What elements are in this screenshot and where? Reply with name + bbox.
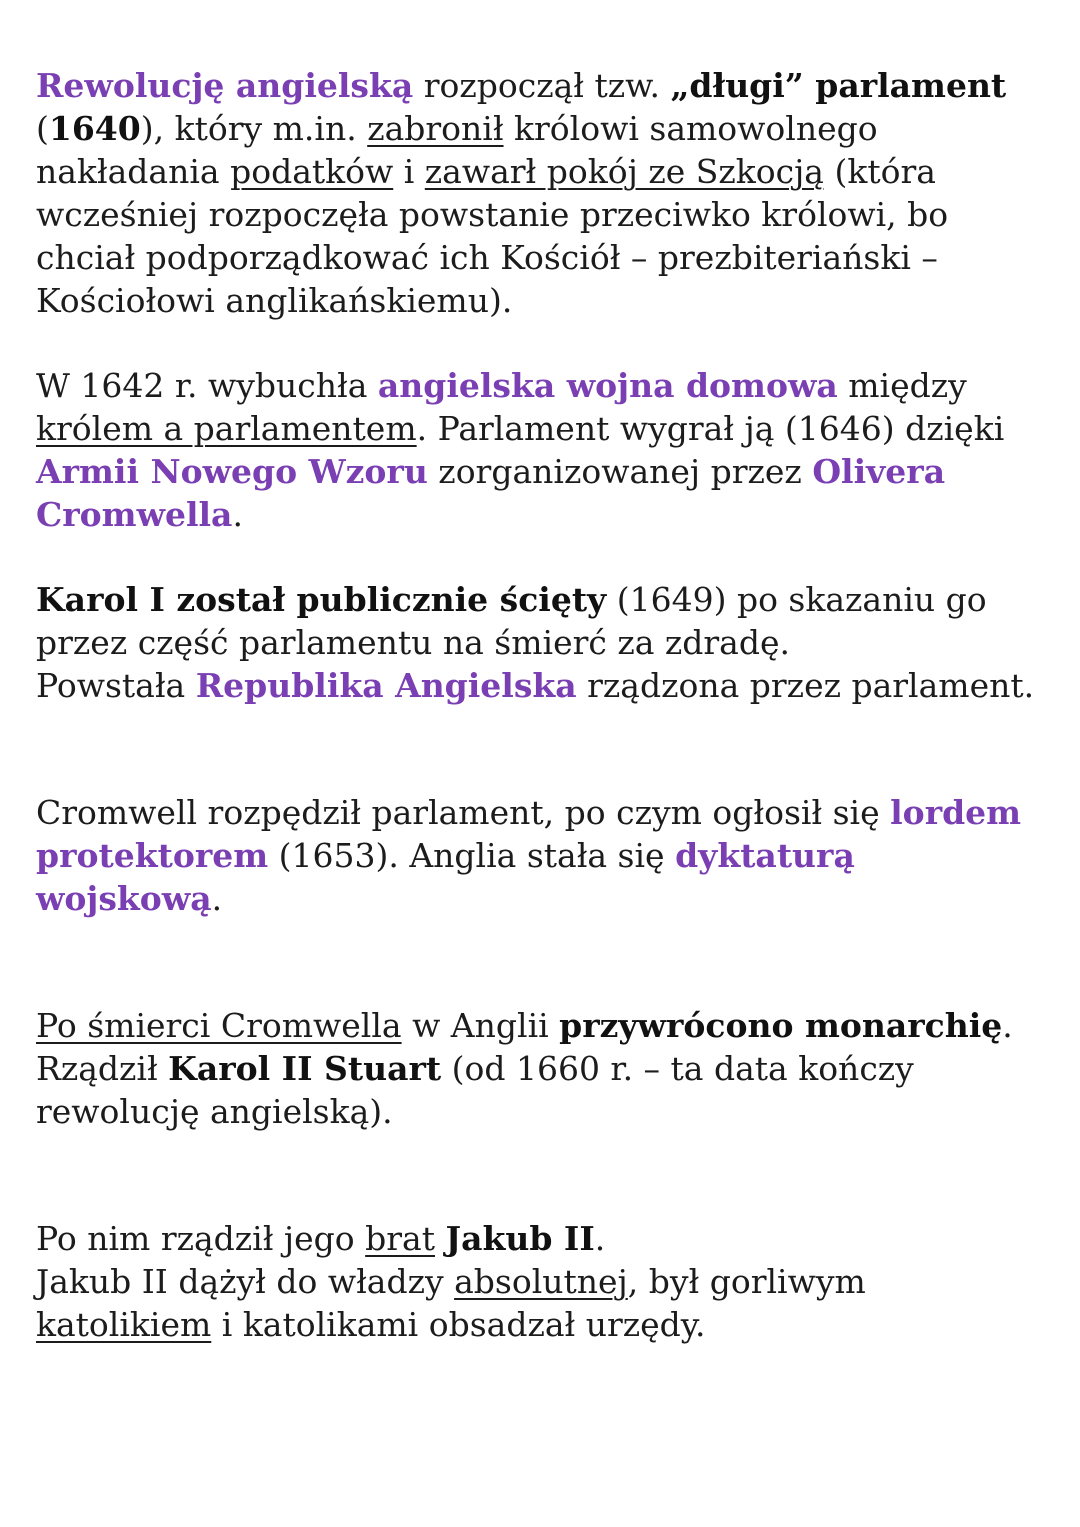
text-run: rozpoczął tzw.	[413, 66, 671, 105]
text-run: (1653). Anglia stała się	[268, 836, 676, 875]
text-run: Cromwell rozpędził parlament, po czym ogłosił się	[36, 793, 891, 832]
paragraph-civil-war	[36, 364, 1046, 536]
highlight-term: Republika Angielska	[195, 666, 577, 705]
text-run: , był gorliwym	[627, 1262, 877, 1301]
bold-term: 1640	[48, 109, 141, 148]
text-run: Po nim rządził jego	[36, 1219, 366, 1258]
underlined-term: Po śmierci Cromwella	[36, 1006, 402, 1045]
text-run: rządzona przez parlament.	[576, 666, 1035, 705]
text-run	[435, 1219, 446, 1258]
text-run: . Rządził	[36, 1006, 1024, 1088]
text-run: . Parlament wygrał ją (1646) dzięki	[416, 409, 1015, 448]
text-run: .	[211, 879, 223, 918]
text-run: królowi samowolnego nakładania	[36, 109, 889, 191]
paragraph-long-parliament	[36, 64, 1046, 322]
paragraph-lord-protector	[36, 791, 1046, 920]
highlight-term: angielska wojna domowa	[377, 366, 838, 405]
text-run: Powstała	[36, 666, 196, 705]
highlight-term: Olivera Cromwella	[36, 452, 957, 534]
text-run: i	[393, 152, 425, 191]
text-run: (od 1660 r. – ta data kończy rewolucję angielską).	[36, 1049, 925, 1131]
text-run: (	[36, 66, 1017, 148]
text-run: w Anglii	[401, 1006, 560, 1045]
underlined-term: absolutnej	[454, 1262, 628, 1301]
bold-term: Jakub II	[445, 1219, 595, 1258]
text-run: ), który m.in.	[140, 109, 368, 148]
bold-term: „długi” parlament	[670, 66, 1007, 105]
bold-term: Karol I został publicznie ścięty	[36, 580, 607, 619]
highlight-term: dyktaturą wojskową	[36, 836, 867, 918]
paragraph-restoration	[36, 1004, 1046, 1133]
underlined-term: zabronił	[367, 109, 504, 148]
paragraph-james-ii	[36, 1217, 1046, 1346]
text-run: W 1642 r. wybuchła	[36, 366, 378, 405]
text-run: Jakub II dążył do władzy	[36, 1262, 455, 1301]
highlight-term: lordem protektorem	[36, 793, 1033, 875]
text-run: zorganizowanej przez	[427, 452, 813, 491]
text-run: i katolikami obsadzał urzędy.	[211, 1305, 706, 1344]
underlined-term: brat	[365, 1219, 435, 1258]
bold-term: Karol II Stuart	[168, 1049, 442, 1088]
underlined-term: zawarł pokój ze Szkocją	[424, 152, 824, 191]
underlined-term: królem a parlamentem	[36, 409, 417, 448]
text-run: (1649) po skazaniu go przez część parlamentu na śmierć za zdradę.	[36, 580, 998, 662]
highlight-term: Rewolucję angielską	[36, 66, 414, 105]
document-page	[36, 64, 1046, 1346]
text-run: .	[594, 1219, 606, 1258]
highlight-term: Armii Nowego Wzoru	[36, 452, 428, 491]
text-run: między	[837, 366, 978, 405]
paragraph-execution-of-charles-i	[36, 578, 1046, 707]
text-run: (która wcześniej rozpoczęła powstanie przeciwko królowi, bo chciał podporządkować ich Kościół – prezbiteriański – Kościołowi anglikańskiemu).	[36, 152, 959, 320]
text-run: .	[232, 495, 243, 534]
bold-term: przywrócono monarchię	[559, 1006, 1003, 1045]
underlined-term: katolikiem	[36, 1305, 212, 1344]
underlined-term: podatków	[230, 152, 394, 191]
